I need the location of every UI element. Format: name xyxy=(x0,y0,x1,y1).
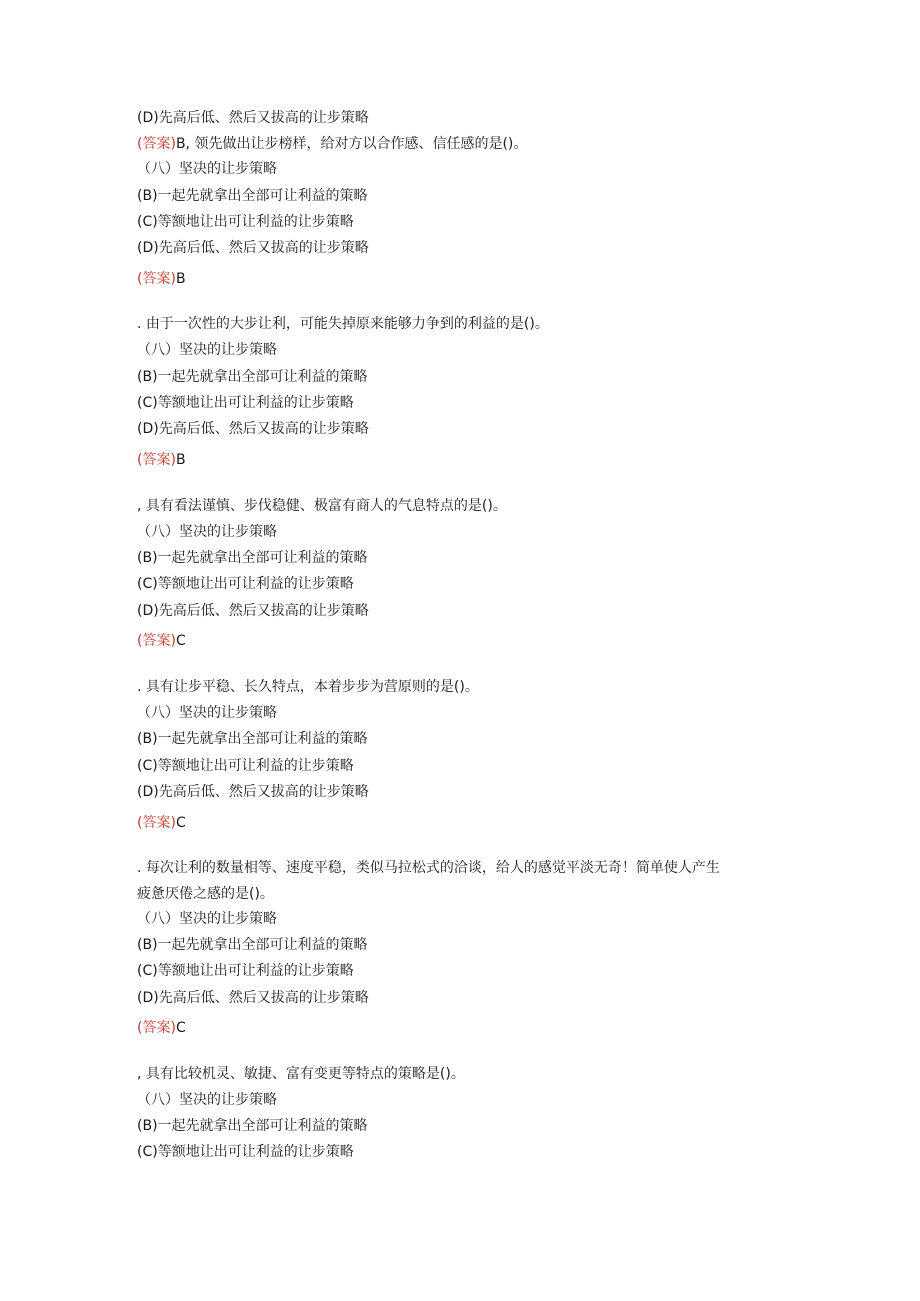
option-line: (D)先高后低、然后又拔高的让步策略 xyxy=(137,240,369,256)
option-line: （八）坚决的让步策略 xyxy=(137,161,277,177)
question-line-cont: 疲惫厌倦之感的是()。 xyxy=(137,886,274,902)
option-line: (C)等额地让出可让利益的让步策略 xyxy=(137,758,354,774)
answer-label: (答案) xyxy=(137,271,176,287)
option-line: （八）坚决的让步策略 xyxy=(137,524,277,540)
option-line: (B)一起先就拿出全部可让利益的策略 xyxy=(137,188,368,204)
option-line: （八）坚决的让步策略 xyxy=(137,911,277,927)
option-line: （八）坚决的让步策略 xyxy=(137,705,277,721)
option-line: (C)等额地让出可让利益的让步策略 xyxy=(137,963,354,979)
option-line: (D)先高后低、然后又拔高的让步策略 xyxy=(137,110,369,126)
question-line: , 具有看法谨慎、步伐稳健、极富有商人的气息特点的是()。 xyxy=(137,498,507,514)
answer-line xyxy=(137,134,527,154)
answer-value: B xyxy=(175,452,186,468)
option-line: (D)先高后低、然后又拔高的让步策略 xyxy=(137,421,369,437)
option-line: (B)一起先就拿出全部可让利益的策略 xyxy=(137,369,368,385)
option-line: (B)一起先就拿出全部可让利益的策略 xyxy=(137,1118,368,1134)
answer-label: (答案) xyxy=(137,136,176,152)
question-line: . 具有让步平稳、长久特点，本着步步为营原则的是()。 xyxy=(137,679,479,695)
option-line: （八）坚决的让步策略 xyxy=(137,1092,277,1108)
answer-label: (答案) xyxy=(137,1020,176,1036)
option-line: (C)等额地让出可让利益的让步策略 xyxy=(137,395,354,411)
answer-label: (答案) xyxy=(137,452,176,468)
answer-value: C xyxy=(175,815,186,831)
option-line: (B)一起先就拿出全部可让利益的策略 xyxy=(137,731,368,747)
option-line: (B)一起先就拿出全部可让利益的策略 xyxy=(137,550,368,566)
answer-line xyxy=(137,631,186,651)
option-line: (B)一起先就拿出全部可让利益的策略 xyxy=(137,937,368,953)
option-line: (D)先高后低、然后又拔高的让步策略 xyxy=(137,784,369,800)
question-line: . 每次让利的数量相等、速度平稳，类似马拉松式的洽谈，给人的感觉平淡无奇！简单使人产生 xyxy=(137,860,720,876)
answer-value: C xyxy=(175,633,186,649)
answer-label: (答案) xyxy=(137,633,176,649)
answer-line xyxy=(137,813,186,833)
option-line: (D)先高后低、然后又拔高的让步策略 xyxy=(137,990,369,1006)
option-line: （八）坚决的让步策略 xyxy=(137,342,277,358)
answer-value: C xyxy=(175,1020,186,1036)
option-line: (C)等额地让出可让利益的让步策略 xyxy=(137,1144,354,1160)
question-line: . 由于一次性的大步让利，可能失掉原来能够力争到的利益的是()。 xyxy=(137,316,549,332)
answer-value: B, 领先做出让步榜样，给对方以合作感、信任感的是()。 xyxy=(175,136,528,152)
answer-value: B xyxy=(175,271,186,287)
answer-line xyxy=(137,450,186,470)
option-line: (D)先高后低、然后又拔高的让步策略 xyxy=(137,603,369,619)
option-line: (C)等额地让出可让利益的让步策略 xyxy=(137,576,354,592)
answer-label: (答案) xyxy=(137,815,176,831)
answer-line xyxy=(137,269,186,289)
answer-line xyxy=(137,1018,186,1038)
question-line: , 具有比较机灵、敏捷、富有变更等特点的策略是()。 xyxy=(137,1066,465,1082)
option-line: (C)等额地让出可让利益的让步策略 xyxy=(137,214,354,230)
